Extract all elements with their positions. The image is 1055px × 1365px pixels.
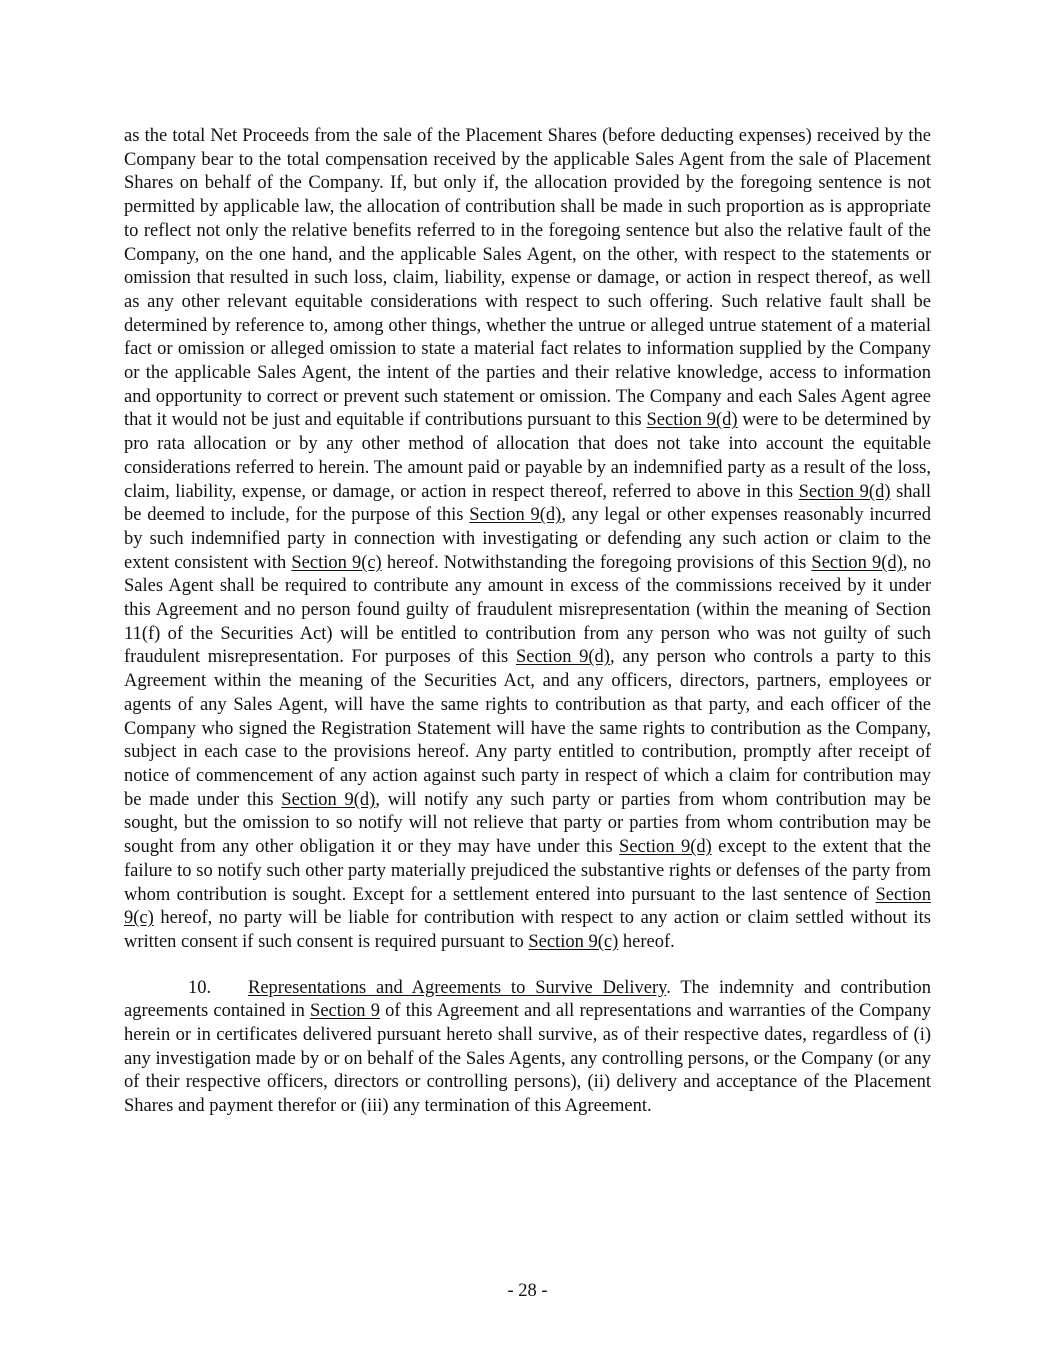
section-reference: Section 9(d) xyxy=(646,410,738,431)
section-9d-continuation-paragraph xyxy=(124,125,931,955)
section-10-paragraph xyxy=(124,977,931,1119)
page-number: - 28 - xyxy=(507,1281,548,1301)
text-run: , any legal or other expenses reasonably incurred by such indemnified party in connection with investigating or defending any such action or claim to the extent consistent with xyxy=(124,505,932,573)
document-body xyxy=(124,125,931,1119)
text-run: except to the extent that the failure to so notify such other party materially prejudiced the substantive rights or defenses of the party from whom contribution is sought. Except for a settlement entered into pursuant to the last sentence of xyxy=(124,837,931,905)
section-reference: Section 9(d) xyxy=(515,647,610,668)
text-run: hereof. xyxy=(618,931,675,952)
section-reference: Section 9 xyxy=(310,1001,380,1022)
section-reference: Section 9(d) xyxy=(619,837,712,858)
section-reference: Section 9(d) xyxy=(811,552,903,573)
section-reference: Section 9(c) xyxy=(528,931,619,952)
text-run: , any person who controls a party to this Agreement within the meaning of the Securities Act, and any officers, directors, partners, employees or agents of any Sales Agent, will have the same rights to contribution as that party, and each officer of the Company who signed the Registration Statement will have the same rights to contribution as the Company, subject in each case to the provisions hereof. Any party entitled to contribution, promptly after receipt of notice of commencement of any action against such party in respect of which a claim for contribution may be made under this xyxy=(124,647,931,810)
section-reference: Section 9(d) xyxy=(798,481,891,502)
section-reference: Section 9(d) xyxy=(281,789,376,810)
text-run: , no Sales Agent shall be required to contribute any amount in excess of the commissions received by it under this Agreement and no person found guilty of fraudulent misrepresentation (within the meaning of Section 11(f) of the Securities Act) will be entitled to contribution from any person who was not guilty of such fraudulent misrepresentation. For purposes of this xyxy=(124,552,932,668)
text-run: hereof, no party will be liable for contribution with respect to any action or claim settled without its written consent if such consent is required pursuant to xyxy=(124,908,931,952)
section-heading: Representations and Agreements to Survive Delivery xyxy=(248,977,667,998)
section-reference: Section 9(c) xyxy=(291,552,382,573)
text-run: of this Agreement and all representations and warranties of the Company herein or in certificates delivered pursuant hereto shall survive, as of their respective dates, regardless of (i) any investigation made by or on behalf of the Sales Agents, any controlling persons, or the Company (or any of their respective officers, directors or controlling persons), (ii) delivery and acceptance of the Placement Shares and payment therefor or (iii) any termination of this Agreement. xyxy=(124,1001,931,1117)
text-run: , will notify any such party or parties from whom contribution may be sought, but the omission to so notify will not relieve that party or parties from whom contribution may be sought from any other obligation it or they may have under this xyxy=(124,789,931,858)
text-run: as the total Net Proceeds from the sale of the Placement Shares (before deducting expenses) received by the Company bear to the total compensation received by the applicable Sales Agent from the sale of Placement Shares on behalf of the Company. If, but only if, the allocation provided by the foregoing sentence is not permitted by applicable law, the allocation of contribution shall be made in such proportion as is appropriate to reflect not only the relative benefits referred to in the foregoing sentence but also the relative fault of the Company, on the one hand, and the applicable Sales Agent, on the other, with respect to the statements or omission that resulted in such loss, claim, liability, expense or damage, or action in respect thereof, as well as any other relevant equitable considerations with respect to such offering. Such relative fault shall be determined by reference to, among other things, whether the untrue or alleged untrue statement of a material fact or omission or alleged omission to state a material fact relates to information supplied by the Company or the applicable Sales Agent, the intent of the parties and their relative knowledge, access to information and opportunity to correct or prevent such statement or omission. The Company and each Sales Agent agree that it would not be just and equitable if contributions pursuant to this xyxy=(124,126,931,431)
section-reference: Section 9(c) xyxy=(124,884,931,929)
text-run: hereof. Notwithstanding the foregoing provisions of this xyxy=(381,552,812,573)
text-run: . The indemnity and contribution agreements contained in xyxy=(124,977,931,1022)
text-run: shall be deemed to include, for the purpose of this xyxy=(124,481,932,526)
section-reference: Section 9(d) xyxy=(469,505,562,526)
text-run: were to be determined by pro rata allocation or by any other method of allocation that does not take into account the equitable considerations referred to herein. The amount paid or payable by an indemnified party as a result of the loss, claim, liability, expense, or damage, or action in respect thereof, referred to above in this xyxy=(124,410,931,502)
section-number: 10. xyxy=(188,977,212,998)
